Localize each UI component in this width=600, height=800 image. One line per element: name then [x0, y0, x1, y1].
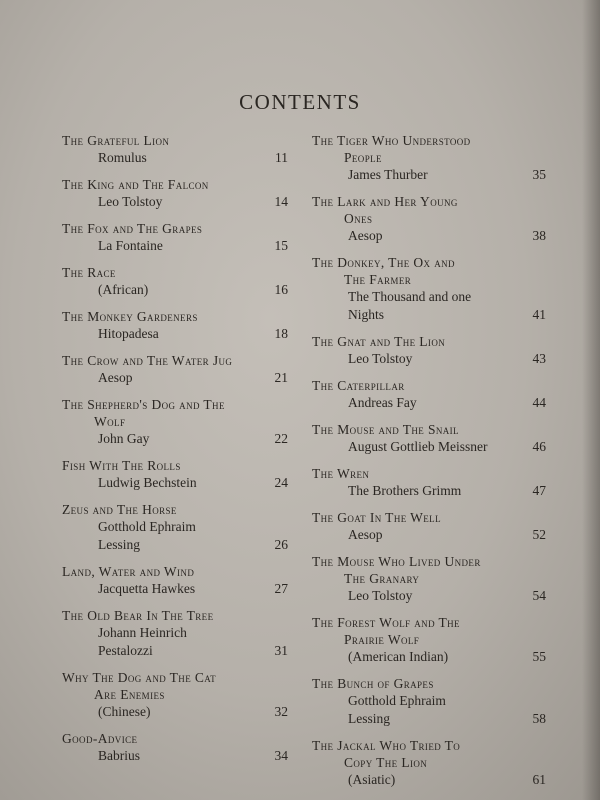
toc-entry: [62, 563, 288, 598]
toc-entry: [312, 193, 546, 245]
toc-entry-title: [62, 501, 288, 518]
toc-entry-author: August Gottlieb Meissner: [348, 439, 488, 454]
toc-title-line: The Donkey, The Ox and: [312, 255, 455, 270]
toc-entry-author: Pestalozzi: [98, 643, 153, 658]
toc-title-line: The Wren: [312, 466, 370, 481]
toc-title-line: The Old Bear In The Tree: [62, 608, 214, 623]
toc-entry: [312, 465, 546, 500]
toc-entry-title: [312, 377, 546, 394]
toc-entry-page-number: 58: [532, 711, 546, 726]
toc-entry-title: [62, 308, 288, 325]
toc-entry-title: [62, 264, 288, 281]
toc-entry-author: Lessing: [348, 711, 390, 726]
toc-entry-author: Leo Tolstoy: [98, 194, 163, 209]
toc-title-line: The Race: [62, 265, 116, 280]
toc-title-line: Land, Water and Wind: [62, 564, 195, 579]
toc-entry: [312, 333, 546, 368]
toc-entry-title: [312, 509, 546, 526]
toc-entry-page-number: 21: [274, 370, 288, 385]
toc-entry-page-number: 11: [275, 150, 288, 165]
toc-entry: [62, 308, 288, 343]
toc-entry-page-number: 38: [532, 228, 546, 243]
toc-title-line: The Mouse Who Lived Under: [312, 554, 481, 569]
toc-entry-page-number: 35: [532, 167, 546, 182]
toc-entry-page-number: 14: [274, 194, 288, 209]
toc-entry: [62, 220, 288, 255]
contents-column-right: [312, 132, 546, 798]
toc-entry-title: [312, 465, 546, 482]
toc-entry-title: [62, 607, 288, 624]
toc-entry-title: [312, 132, 546, 166]
toc-title-line: The Monkey Gardeners: [62, 309, 198, 324]
toc-entry: [312, 132, 546, 184]
toc-entry: [312, 377, 546, 412]
toc-entry-author: Gotthold Ephraim: [98, 519, 196, 534]
toc-entry-author: Lessing: [98, 537, 140, 552]
toc-entry: [62, 457, 288, 492]
toc-entry-author: The Brothers Grimm: [348, 483, 462, 498]
toc-entry: [312, 553, 546, 605]
toc-title-line: The Goat In The Well: [312, 510, 441, 525]
toc-entry-page-number: 27: [274, 581, 288, 596]
toc-entry-author: James Thurber: [348, 167, 428, 182]
toc-entry-author: (American Indian): [348, 649, 449, 664]
toc-title-line: Prairie Wolf: [344, 632, 420, 647]
toc-entry: [312, 421, 546, 456]
toc-entry-author: Hitopadesa: [98, 326, 159, 341]
toc-entry: [62, 669, 288, 721]
toc-entry-page-number: 44: [532, 395, 546, 410]
toc-entry-title: [62, 457, 288, 474]
toc-entry-title: [312, 193, 546, 227]
toc-title-line: People: [344, 150, 382, 165]
toc-entry-author: Romulus: [98, 150, 147, 165]
toc-entry-author: Leo Tolstoy: [348, 351, 413, 366]
page-edge-shadow: [582, 0, 600, 800]
toc-title-line: The Mouse and The Snail: [312, 422, 459, 437]
toc-entry-page-number: 34: [274, 748, 288, 763]
toc-title-line: Ones: [344, 211, 373, 226]
toc-entry-title: [312, 675, 546, 692]
toc-entry-page-number: 46: [532, 439, 546, 454]
toc-entry: [62, 132, 288, 167]
toc-title-line: Wolf: [94, 414, 126, 429]
contents-column-left: [62, 132, 288, 774]
toc-entry-title: [62, 730, 288, 747]
toc-entry-title: [62, 396, 288, 430]
toc-entry-title: [62, 563, 288, 580]
toc-entry: [62, 352, 288, 387]
toc-title-line: Zeus and The Horse: [62, 502, 177, 517]
toc-entry-title: [312, 254, 546, 288]
toc-title-line: Copy The Lion: [344, 755, 428, 770]
toc-entry-title: [312, 737, 546, 771]
toc-entry-author: Aesop: [348, 228, 383, 243]
toc-title-line: The Tiger Who Understood: [312, 133, 471, 148]
toc-entry-page-number: 24: [274, 475, 288, 490]
toc-entry-page-number: 31: [274, 643, 288, 658]
toc-entry: [312, 509, 546, 544]
toc-entry-page-number: 54: [532, 588, 546, 603]
toc-title-line: The Fox and The Grapes: [62, 221, 203, 236]
toc-entry-page-number: 22: [274, 431, 288, 446]
toc-title-line: The Gnat and The Lion: [312, 334, 446, 349]
toc-title-line: The Lark and Her Young: [312, 194, 458, 209]
toc-entry-page-number: 61: [532, 772, 546, 787]
toc-title-line: The Bunch of Grapes: [312, 676, 434, 691]
toc-title-line: The Grateful Lion: [62, 133, 170, 148]
toc-entry-author: La Fontaine: [98, 238, 163, 253]
toc-entry-title: [312, 421, 546, 438]
toc-entry-author: Ludwig Bechstein: [98, 475, 197, 490]
toc-title-line: The Forest Wolf and The: [312, 615, 460, 630]
toc-entry-author: Nights: [348, 307, 385, 322]
toc-title-line: The Farmer: [344, 272, 412, 287]
toc-entry-page-number: 41: [532, 307, 546, 322]
toc-title-line: The Granary: [344, 571, 420, 586]
toc-entry-author: (African): [98, 282, 149, 297]
toc-entry-author: The Thousand and one: [348, 289, 472, 304]
page-title: CONTENTS: [239, 90, 361, 114]
toc-entry-author: Leo Tolstoy: [348, 588, 413, 603]
toc-entry-author: Jacquetta Hawkes: [98, 581, 196, 596]
toc-entry-author: (Chinese): [98, 704, 151, 719]
toc-title-line: The Shepherd's Dog and The: [62, 397, 225, 412]
toc-entry-page-number: 26: [274, 537, 288, 552]
toc-entry-page-number: 47: [532, 483, 546, 498]
toc-entry: [62, 730, 288, 765]
toc-entry-title: [312, 553, 546, 587]
toc-entry-title: [62, 669, 288, 703]
toc-entry-page-number: 16: [274, 282, 288, 297]
toc-entry-title: [62, 352, 288, 369]
toc-entry-author: Andreas Fay: [348, 395, 417, 410]
toc-title-line: The Caterpillar: [312, 378, 405, 393]
toc-entry: [62, 396, 288, 448]
toc-entry-title: [62, 176, 288, 193]
toc-title-line: Fish With The Rolls: [62, 458, 181, 473]
toc-entry-author: John Gay: [98, 431, 150, 446]
toc-entry-title: [62, 132, 288, 149]
toc-entry-page-number: 18: [274, 326, 288, 341]
toc-entry-author: Aesop: [98, 370, 133, 385]
toc-title-line: Are Enemies: [94, 687, 165, 702]
toc-entry-author: Johann Heinrich: [98, 625, 187, 640]
toc-entry: [312, 614, 546, 666]
toc-entry: [62, 176, 288, 211]
toc-entry-page-number: 43: [532, 351, 546, 366]
toc-entry-author: (Asiatic): [348, 772, 396, 787]
toc-entry: [62, 501, 288, 554]
toc-entry: [62, 264, 288, 299]
toc-entry: [312, 737, 546, 789]
toc-title-line: Good-Advice: [62, 731, 138, 746]
toc-entry-title: [62, 220, 288, 237]
toc-entry: [312, 254, 546, 324]
toc-entry-title: [312, 333, 546, 350]
toc-entry: [62, 607, 288, 660]
toc-entry-author: Aesop: [348, 527, 383, 542]
toc-entry-author: Gotthold Ephraim: [348, 693, 446, 708]
toc-title-line: The King and The Falcon: [62, 177, 209, 192]
toc-entry-page-number: 52: [532, 527, 546, 542]
toc-entry: [312, 675, 546, 728]
toc-title-line: Why The Dog and The Cat: [62, 670, 217, 685]
toc-entry-page-number: 55: [532, 649, 546, 664]
toc-entry-author: Babrius: [98, 748, 140, 763]
toc-entry-page-number: 15: [274, 238, 288, 253]
toc-title-line: The Crow and The Water Jug: [62, 353, 233, 368]
toc-entry-title: [312, 614, 546, 648]
toc-title-line: The Jackal Who Tried To: [312, 738, 461, 753]
toc-entry-page-number: 32: [274, 704, 288, 719]
